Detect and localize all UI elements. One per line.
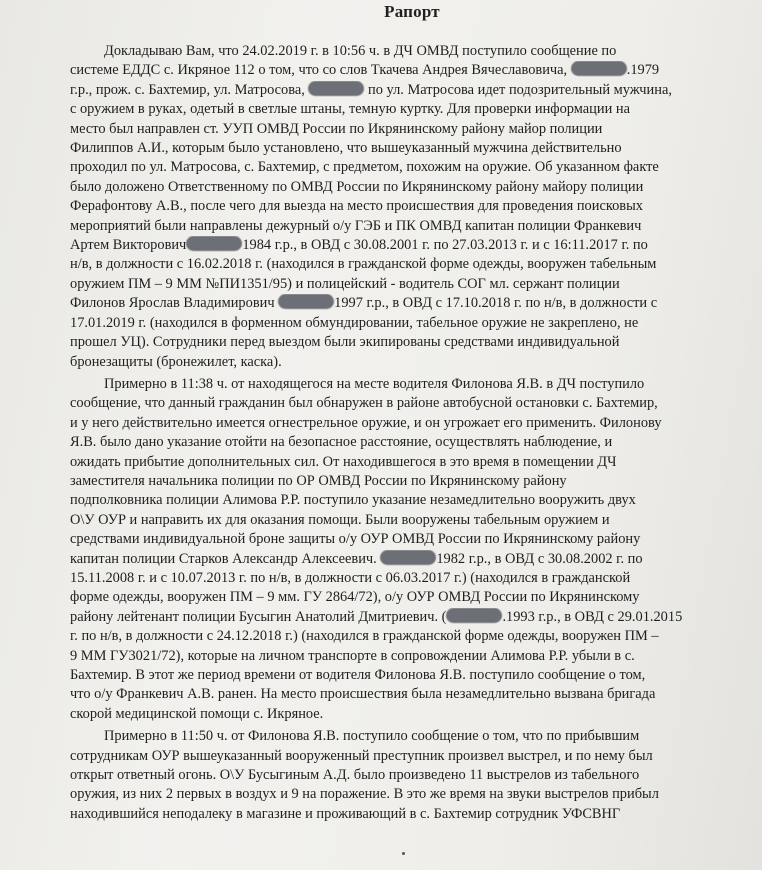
document-title: Рапорт [384,2,440,21]
redaction-blur [446,608,502,623]
text-line: бронезащиты (бронежилет, каска). [70,353,282,370]
text-line: находившийся неподалеку в магазине и проживающий в с. Бахтемир сотрудник УФСВНГ [70,805,621,822]
text-line: г.р., прож. с. Бахтемир, ул. Матросова, по ул. Матросова идет подозрительный мужчина, [70,81,672,98]
text-line: Филонов Ярослав Владимирович 1997 г.р., в ОВД с 17.10.2018 г. по н/в, в должности с [70,295,658,312]
text-line: подполковника полиции Алимова Р.Р. поступило указание незамедлительно вооружить двух [70,492,636,509]
paragraph-3 [70,727,754,824]
redaction-blur [308,81,364,96]
text-line: 9 ММ ГУ3021/72), которые на личном транспорте в сопровождении Алимова Р.Р. убыли в с. [70,647,635,664]
redaction-blur [278,294,334,309]
text-line: заместителя начальника полиции по ОР ОМВД России по Икрянинскому району [70,472,567,489]
text-line: капитан полиции Старков Александр Алексеевич. 1982 г.р., в ОВД с 30.08.2002 г. по [70,550,643,567]
text-line: с оружием в руках, одетый в светлые штаны, темную куртку. Для проверки информации на [70,101,630,118]
text-line: было доложено Ответственному по ОМВД России по Икрянинскому району майору полиции [70,178,644,195]
redaction-blur [186,236,242,251]
redaction-blur [571,61,627,76]
text-line: оружия, из них 2 первых в воздух и 9 на поражение. В это же время на звуки выстрелов прибыл [70,786,659,803]
page-mark [402,852,405,855]
text-line: сообщение, что данный гражданин был обнаружен в районе автобусной остановки с. Бахтемир, [70,395,658,412]
text-line: району лейтенант полиции Бусыгин Анатолий Дмитриевич. ( .1993 г.р., в ОВД с 29.01.2015 [70,608,683,625]
text-line: форме одежды, вооружен ПМ – 9 мм. ГУ 2864/72), о/у ОУР ОМВД России по Икрянинскому [70,589,640,606]
text-line: проходил по ул. Матросова, с. Бахтемир, с предметом, похожим на оружие. Об указанном факте [70,159,659,176]
text-line: ожидать прибытие дополнительных сил. От находившегося в это время в помещении ДЧ [70,453,617,470]
paragraph-2 [70,375,754,724]
text-line: место был направлен ст. УУП ОМВД России по Икрянинскому району майор полиции [70,120,603,137]
text-line: 17.01.2019 г. (находился в форменном обмундировании, табельное оружие не закреплено, не [70,314,639,331]
text-line: средствами индивидуальной броне защиты о/у ОУР ОМВД России по Икрянинскому району [70,531,641,548]
text-line: оружием ПМ – 9 ММ №ПИ1351/95) и полицейский - водитель СОГ мл. сержант полиции [70,275,620,292]
text-line: открыт ответный огонь. О\У Бусыгиным А.Д. было произведено 11 выстрелов из табельного [70,767,640,784]
text-line: скорой медицинской помощи с. Икряное. [70,705,324,722]
text-line: Примерно в 11:38 ч. от находящегося на месте водителя Филонова Я.В. в ДЧ поступило [104,375,645,392]
text-line: мероприятий были направлены дежурный о/у ГЭБ и ПК ОМВД капитан полиции Франкевич [70,217,642,234]
text-line: что о/у Франкевич А.В. ранен. На место происшествия была незамедлительно вызвана бригада [70,686,656,703]
text-line: Я.В. было дано указание отойти на безопасное расстояние, осуществлять наблюдение, и [70,434,613,451]
text-line: Филиппов А.И., которым было установлено, что вышеуказанный мужчина действительно [70,140,622,157]
text-line: г. по н/в, в должности с 24.12.2018 г.) (находился в гражданской форме одежды, вооружен ПМ – [70,628,659,645]
text-line: О\У ОУР и направить их для оказания помощи. Были вооружены табельным оружием и [70,511,610,528]
redaction-blur [380,550,436,565]
text-line: Примерно в 11:50 ч. от Филонова Я.В. поступило сообщение о том, что по прибывшим [104,728,640,745]
text-line: Докладываю Вам, что 24.02.2019 г. в 10:56 ч. в ДЧ ОМВД поступило сообщение по [104,43,617,59]
text-line: системе ЕДДС с. Икряное 112 о том, что со слов Ткачева Андрея Вячеславовича, .1979 [70,62,660,79]
text-line: Ферафонтову А.В., после чего для выезда на место происшествия для проведения поисковых [70,198,643,215]
text-line: Артем Викторович 1984 г.р., в ОВД с 30.08.2001 г. по 27.03.2013 г. и с 16:11.2017 г. по [70,237,648,254]
text-line: н/в, в должности с 16.02.2018 г. (находился в гражданской форме одежды, вооружен табельным [70,256,657,273]
text-line: Бахтемир. В этот же период времени от водителя Филонова Я.В. поступило сообщение о том, [70,667,646,683]
text-line: 15.11.2008 г. и с 10.07.2013 г. по н/в, в должности с 06.03.2017 г.) (находился в гражданской [70,569,631,586]
text-line: сотрудникам ОУР вышеуказанный вооруженный преступник произвел выстрел, и по нему был [70,747,653,764]
text-line: прошел УЦ). Сотрудники перед выездом были экипированы средствами индивидуальной [70,334,620,351]
paragraph-1 [70,42,754,372]
text-line: и у него действительно имеется огнестрельное оружие, и он угрожает его применить. Филонову [70,414,662,431]
